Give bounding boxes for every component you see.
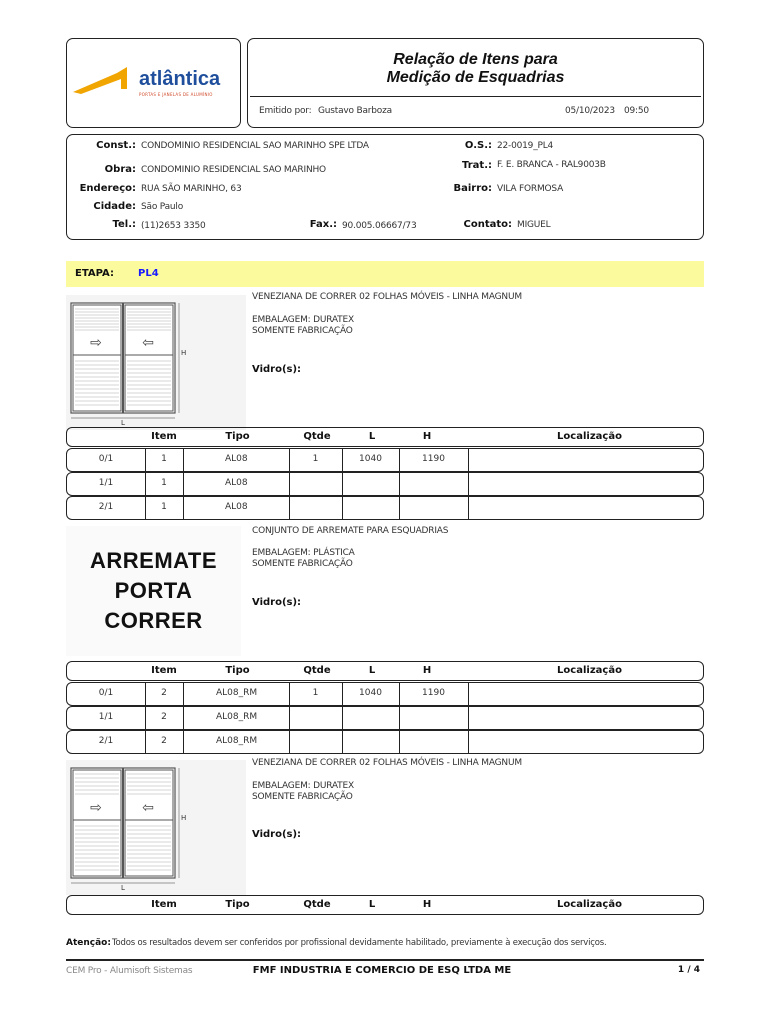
tel-label: Tel.: — [112, 219, 136, 230]
th-l: L — [368, 665, 376, 676]
contato-value: MIGUEL — [517, 220, 551, 230]
obra-label: Obra: — [104, 164, 136, 175]
item2-fabricacao: SOMENTE FABRICAÇÃO — [252, 559, 353, 569]
cell-h: 1190 — [422, 688, 445, 698]
drawing-arrow-right: ⇨ — [90, 335, 102, 351]
atencao-label: Atenção: — [66, 938, 111, 948]
cell-item: 2 — [161, 736, 167, 746]
bairro-value: VILA FORMOSA — [497, 184, 564, 194]
cell-tipo: AL08 — [225, 454, 248, 464]
cidade-value: São Paulo — [141, 202, 184, 212]
th-tipo: Tipo — [225, 899, 250, 910]
item1-description: VENEZIANA DE CORRER 02 FOLHAS MÓVEIS - LINHA MAGNUM — [252, 292, 522, 302]
item1-vidro-label: Vidro(s): — [252, 364, 302, 375]
trat-label: Trat.: — [462, 160, 492, 171]
trat-value: F. E. BRANCA - RAL9003B — [497, 160, 606, 170]
drawing-arrow-left: ⇦ — [142, 800, 154, 816]
drawing-l-label: L — [121, 884, 125, 892]
emitido-value: Gustavo Barboza — [318, 106, 392, 116]
cell-qtde: 1 — [312, 688, 319, 698]
etapa-value: PL4 — [138, 268, 159, 279]
drawing-arrow-left: ⇦ — [142, 335, 154, 351]
page-number: 1 / 4 — [677, 965, 700, 975]
os-label: O.S.: — [464, 140, 492, 151]
cell-h — [399, 497, 468, 519]
cell-l: 1040 — [359, 688, 382, 698]
th-localizacao: Localização — [557, 899, 622, 910]
cell-qtde — [289, 497, 342, 519]
th-localizacao: Localização — [557, 431, 622, 442]
table-row — [66, 730, 704, 754]
item3-embalagem: EMBALAGEM: DURATEX — [252, 781, 354, 791]
title-divider — [250, 96, 701, 97]
fax-label: Fax.: — [309, 219, 337, 230]
cell-item: 2 — [161, 688, 167, 698]
window-drawing-3 — [66, 760, 246, 895]
cell-h — [399, 731, 468, 753]
cell-loc — [468, 707, 703, 729]
th-h: H — [422, 899, 432, 910]
endereco-label: Endereço: — [79, 183, 136, 194]
cell-tipo: AL08_RM — [216, 736, 258, 746]
arremate-text-line3: CORRER — [104, 608, 203, 633]
os-value: 22-0019_PL4 — [497, 141, 554, 151]
footer-divider — [66, 959, 704, 961]
cell-loc — [468, 449, 703, 471]
cell-l — [342, 707, 399, 729]
logo-text: atlântica — [139, 68, 221, 90]
th-qtde: Qtde — [303, 431, 331, 442]
table3-header — [66, 895, 704, 915]
atencao-text: Todos os resultados devem ser conferidos por profissional devidamente habilitado, previamente à execução dos serviços. — [112, 938, 607, 948]
cell-qtde: 1 — [312, 454, 319, 464]
item1-embalagem: EMBALAGEM: DURATEX — [252, 315, 354, 325]
const-value: CONDOMINIO RESIDENCIAL SAO MARINHO SPE LTDA — [141, 141, 369, 151]
th-item: Item — [151, 665, 177, 676]
cell-item: 2 — [161, 712, 167, 722]
etapa-bar — [66, 261, 704, 287]
th-item: Item — [151, 431, 177, 442]
report-title-line1: Relação de Itens para — [393, 51, 558, 68]
endereco-value: RUA SÃO MARINHO, 63 — [141, 184, 242, 194]
table2-header — [66, 661, 704, 681]
cell-loc — [468, 731, 703, 753]
contato-label: Contato: — [463, 219, 512, 230]
th-tipo: Tipo — [225, 431, 250, 442]
cell-item: 1 — [161, 502, 167, 512]
drawing-h-label: H — [181, 349, 187, 357]
cell-tipo: AL08 — [225, 478, 248, 488]
cell-l — [342, 497, 399, 519]
cell-l: 1040 — [359, 454, 382, 464]
cell-loc — [468, 497, 703, 519]
cell-tipo: AL08_RM — [216, 688, 258, 698]
footer-company: FMF INDUSTRIA E COMERCIO DE ESQ LTDA ME — [252, 965, 512, 976]
cell-pos: 0/1 — [98, 454, 114, 464]
item1-fabricacao: SOMENTE FABRICAÇÃO — [252, 326, 353, 336]
cell-pos: 1/1 — [98, 478, 114, 488]
cell-l — [342, 731, 399, 753]
bairro-label: Bairro: — [453, 183, 492, 194]
etapa-label: ETAPA: — [75, 268, 114, 279]
emitido-label: Emitido por: — [259, 106, 312, 116]
obra-value: CONDOMINIO RESIDENCIAL SAO MARINHO — [141, 165, 326, 175]
cell-h — [399, 707, 468, 729]
drawing-l-label: L — [121, 419, 125, 427]
logo-tagline: PORTAS E JANELAS DE ALUMÍNIO — [139, 92, 213, 97]
cell-h: 1190 — [422, 454, 445, 464]
const-label: Const.: — [96, 140, 136, 151]
cell-pos: 2/1 — [98, 736, 114, 746]
footer-software: CEM Pro - Alumisoft Sistemas — [66, 966, 193, 976]
cell-loc — [468, 473, 703, 495]
atlantica-logo-icon — [73, 67, 133, 97]
item2-description: CONJUNTO DE ARREMATE PARA ESQUADRIAS — [252, 526, 449, 536]
drawing-arrow-right: ⇨ — [90, 800, 102, 816]
item3-description: VENEZIANA DE CORRER 02 FOLHAS MÓVEIS - LINHA MAGNUM — [252, 758, 522, 768]
cell-qtde — [289, 731, 342, 753]
arremate-text-line1: ARREMATE — [89, 548, 218, 573]
cell-l — [342, 473, 399, 495]
th-h: H — [422, 665, 432, 676]
emit-time: 09:50 — [624, 106, 649, 116]
table-row — [66, 682, 704, 706]
tel-value: (11)2653 3350 — [141, 221, 206, 231]
th-tipo: Tipo — [225, 665, 250, 676]
emit-date: 05/10/2023 — [565, 106, 615, 116]
cell-pos: 0/1 — [98, 688, 114, 698]
window-drawing-1 — [66, 295, 246, 430]
item2-embalagem: EMBALAGEM: PLÁSTICA — [252, 548, 355, 558]
item3-vidro-label: Vidro(s): — [252, 829, 302, 840]
th-h: H — [422, 431, 432, 442]
cell-tipo: AL08 — [225, 502, 248, 512]
cell-pos: 2/1 — [98, 502, 114, 512]
fax-value: 90.005.06667/73 — [342, 221, 417, 231]
cell-pos: 1/1 — [98, 712, 114, 722]
arremate-text-line2: PORTA — [114, 578, 193, 603]
cell-tipo: AL08_RM — [216, 712, 258, 722]
table-row — [66, 472, 704, 496]
th-l: L — [368, 431, 376, 442]
table-row — [66, 496, 704, 520]
cell-item: 1 — [161, 478, 167, 488]
item3-fabricacao: SOMENTE FABRICAÇÃO — [252, 792, 353, 802]
logo-box — [66, 38, 241, 128]
table-row — [66, 448, 704, 472]
cidade-label: Cidade: — [93, 201, 136, 212]
table-row — [66, 706, 704, 730]
th-item: Item — [151, 899, 177, 910]
cell-qtde — [289, 473, 342, 495]
th-qtde: Qtde — [303, 665, 331, 676]
report-title-line2: Medição de Esquadrias — [386, 69, 565, 86]
th-qtde: Qtde — [303, 899, 331, 910]
th-localizacao: Localização — [557, 665, 622, 676]
th-l: L — [368, 899, 376, 910]
cell-qtde — [289, 707, 342, 729]
cell-h — [399, 473, 468, 495]
drawing-h-label: H — [181, 814, 187, 822]
item2-vidro-label: Vidro(s): — [252, 597, 302, 608]
table1-header — [66, 427, 704, 447]
cell-loc — [468, 683, 703, 705]
cell-item: 1 — [161, 454, 167, 464]
